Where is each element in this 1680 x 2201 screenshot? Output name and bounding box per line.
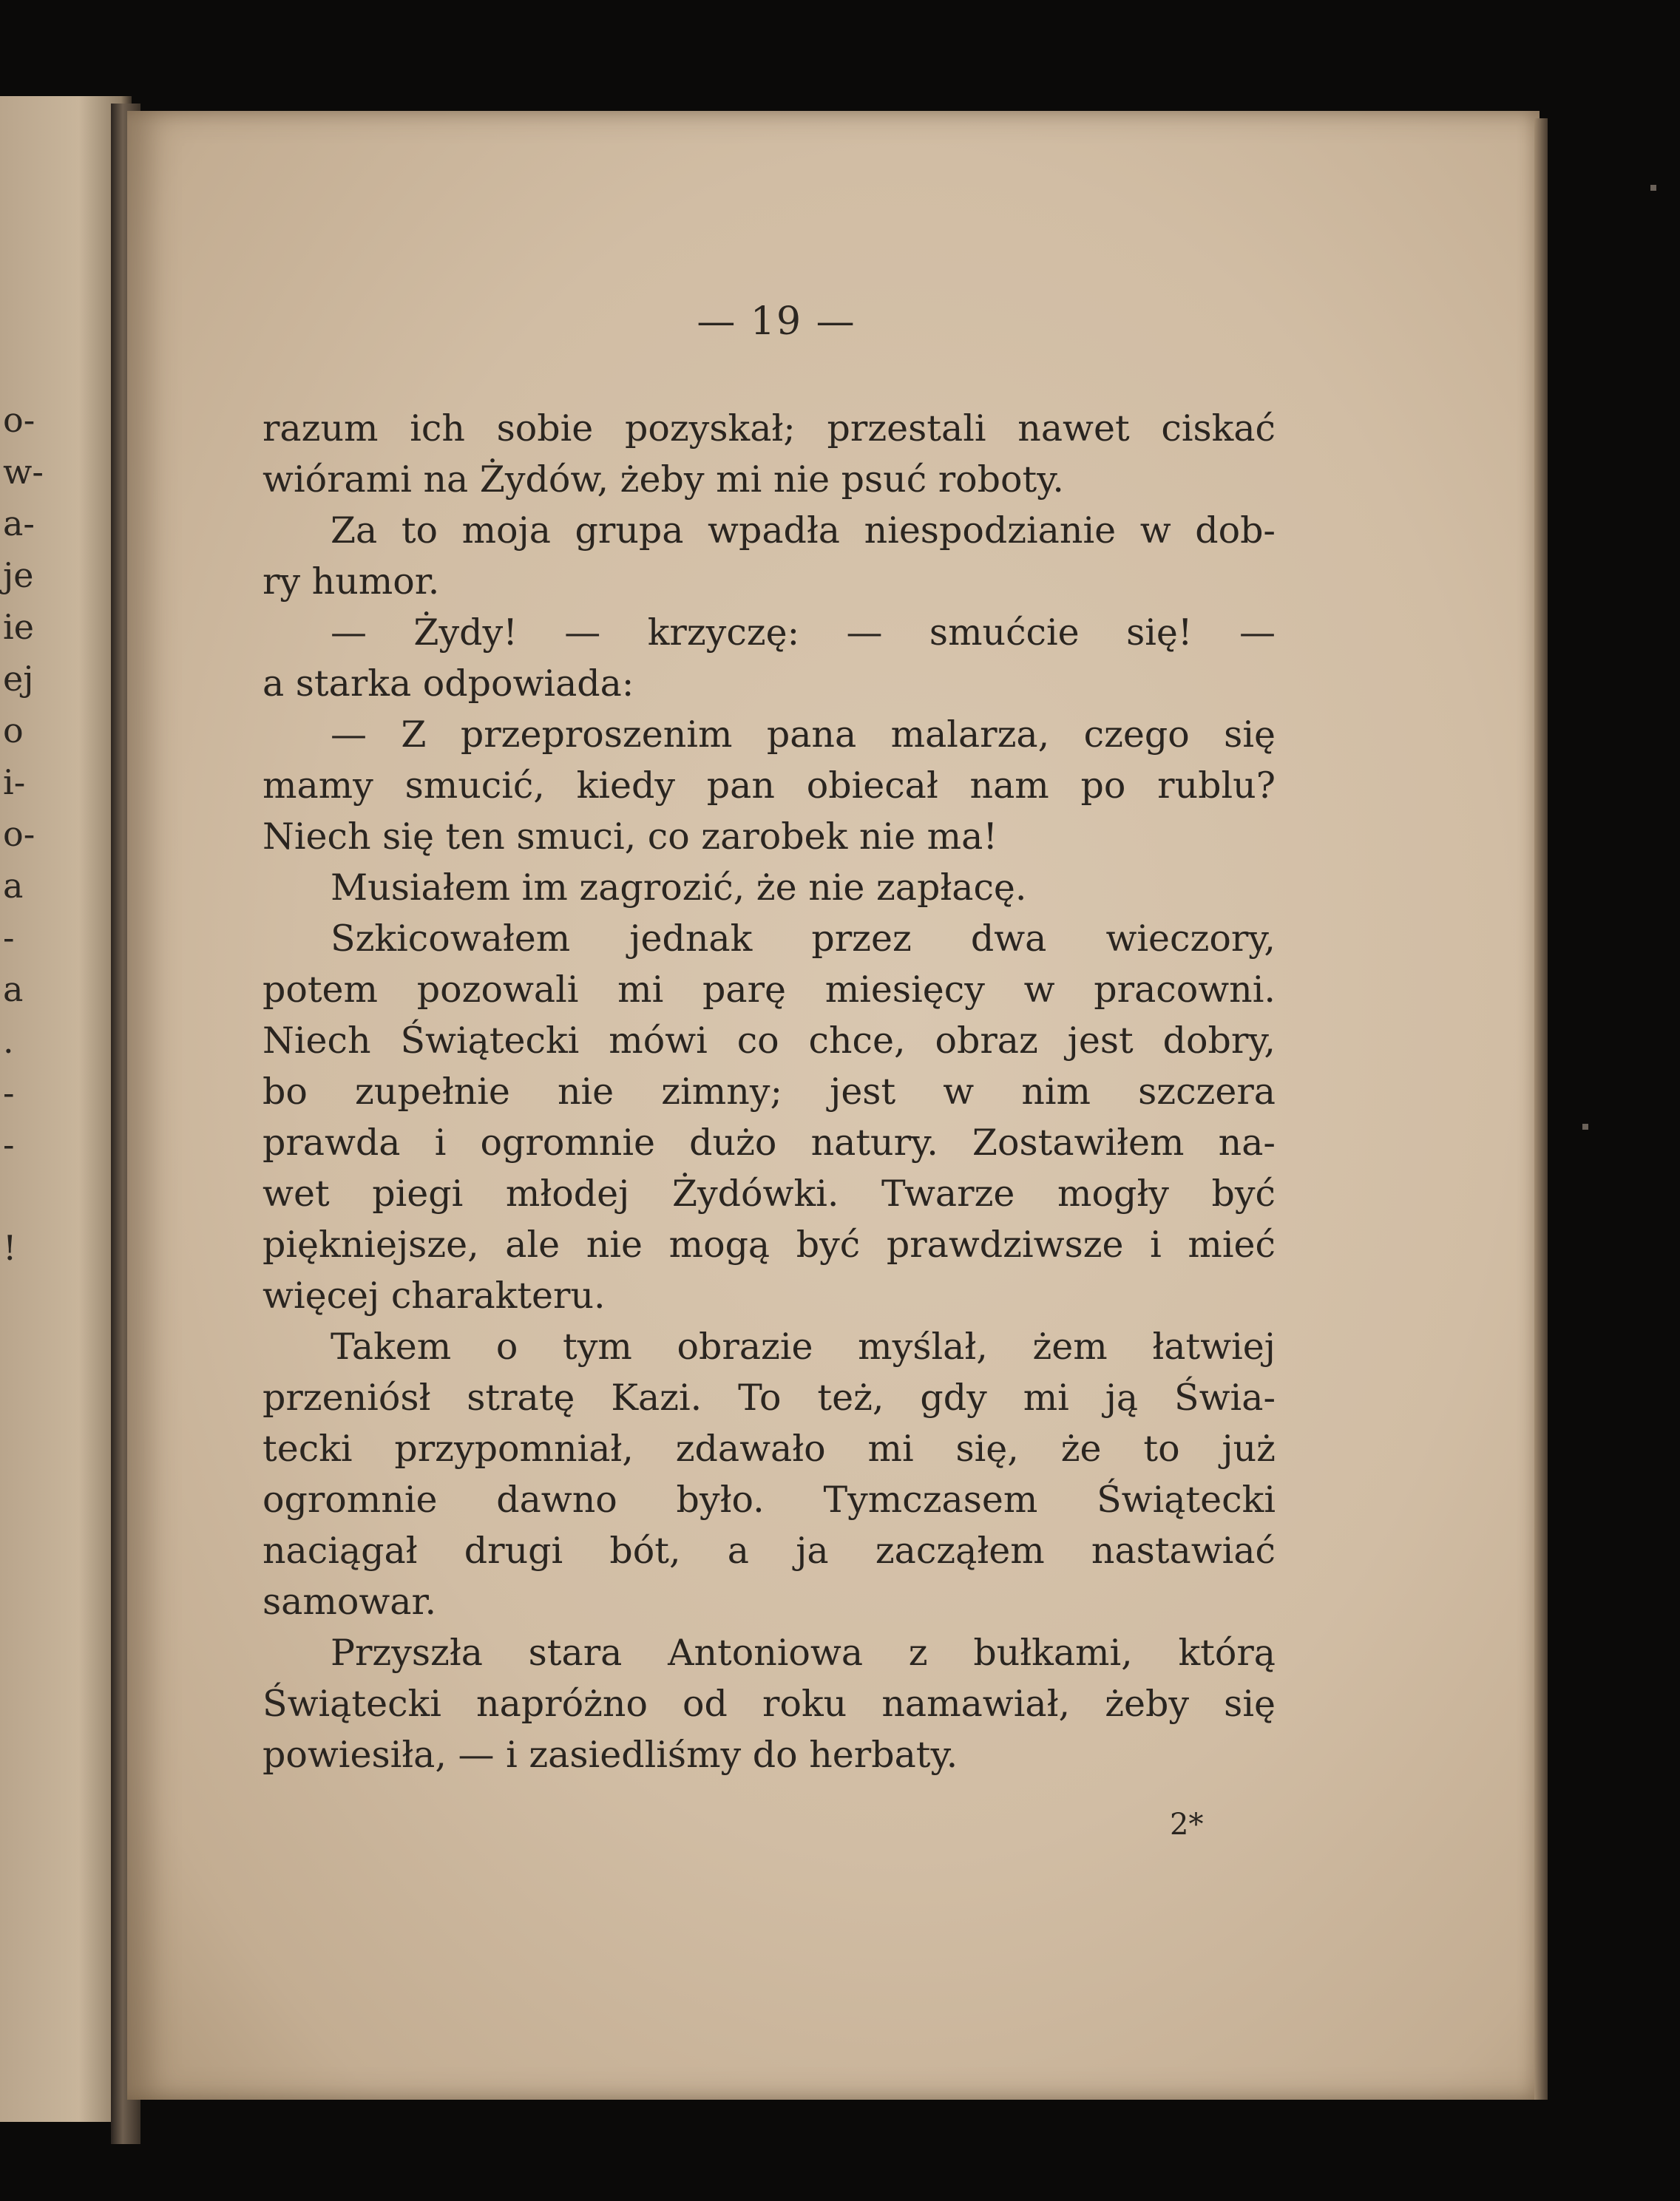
left-page-fragment: a (3, 969, 24, 1009)
text-line: Niech się ten smuci, co zarobek nie ma! (262, 815, 998, 858)
text-line: Szkicowałem jednak przez dwa wieczory, (331, 918, 1276, 960)
text-line: ry humor. (262, 560, 440, 603)
text-line: tecki przypomniał, zdawało mi się, że to już (262, 1428, 1276, 1470)
signature-mark: 2* (1170, 1808, 1204, 1842)
text-line: — Żydy! — krzyczę: — smućcie się! — (331, 611, 1276, 654)
left-page-fragment: a (3, 866, 24, 906)
text-line: bo zupełnie nie zimny; jest w nim szczera (262, 1071, 1276, 1113)
text-line: potem pozowali mi parę miesięcy w pracowni. (262, 969, 1276, 1011)
text-line: piękniejsze, ale nie mogą być prawdziwsze i mieć (262, 1224, 1276, 1266)
text-line: prawda i ogromnie dużo natury. Zostawiłem na- (262, 1122, 1276, 1164)
text-line: Świątecki napróżno od roku namawiał, żeby się (262, 1683, 1276, 1725)
left-page-fragment: o (3, 711, 24, 750)
text-line: Przyszła stara Antoniowa z bułkami, którą (331, 1632, 1276, 1674)
text-line: wet piegi młodej Żydówki. Twarze mogły być (262, 1173, 1276, 1215)
left-page-fragment: ! (3, 1228, 17, 1268)
left-page-fragment: . (3, 1021, 14, 1061)
text-line: powiesiła, — i zasiedliśmy do herbaty. (262, 1734, 958, 1776)
text-line: a starka odpowiada: (262, 662, 634, 705)
left-page-fragment: - (3, 1125, 15, 1164)
text-line: ogromnie dawno było. Tymczasem Świątecki (262, 1479, 1276, 1521)
text-line: Niech Świątecki mówi co chce, obraz jest dobry, (262, 1020, 1276, 1062)
page-number: — 19 — (697, 299, 856, 344)
text-line: Za to moja grupa wpadła niespodzianie w dob- (331, 509, 1276, 552)
background-speck (1650, 185, 1656, 191)
left-page-fragment: o- (3, 400, 35, 440)
left-page-fragment: i- (3, 762, 26, 802)
text-line: więcej charakteru. (262, 1275, 606, 1317)
background-speck (1582, 1124, 1588, 1130)
left-page-fragment: je (3, 555, 34, 595)
page-edge (1534, 118, 1548, 2100)
text-line: przeniósł stratę Kazi. To też, gdy mi ją Świa- (262, 1377, 1276, 1419)
left-page-fragment: w- (3, 452, 44, 492)
left-page-fragment: - (3, 1073, 15, 1113)
left-page-fragment: - (3, 918, 15, 957)
left-page-fragment: ej (3, 659, 34, 699)
text-line: — Z przeproszenim pana malarza, czego się (331, 713, 1276, 756)
left-page-fragment: ie (3, 607, 34, 647)
left-page-fragment: a- (3, 503, 35, 543)
text-line: Musiałem im zagrozić, że nie zapłacę. (331, 867, 1027, 909)
text-line: samowar. (262, 1581, 437, 1623)
text-line: wiórami na Żydów, żeby mi nie psuć roboty. (262, 458, 1064, 501)
text-line: razum ich sobie pozyskał; przestali nawet ciskać (262, 407, 1276, 450)
text-line: Takem o tym obrazie myślał, żem łatwiej (331, 1326, 1276, 1368)
text-line: naciągał drugi bót, a ja zacząłem nastawiać (262, 1530, 1276, 1572)
text-line: mamy smucić, kiedy pan obiecał nam po rublu? (262, 764, 1276, 807)
left-page-fragment: o- (3, 814, 35, 854)
page-text (262, 403, 1276, 1780)
